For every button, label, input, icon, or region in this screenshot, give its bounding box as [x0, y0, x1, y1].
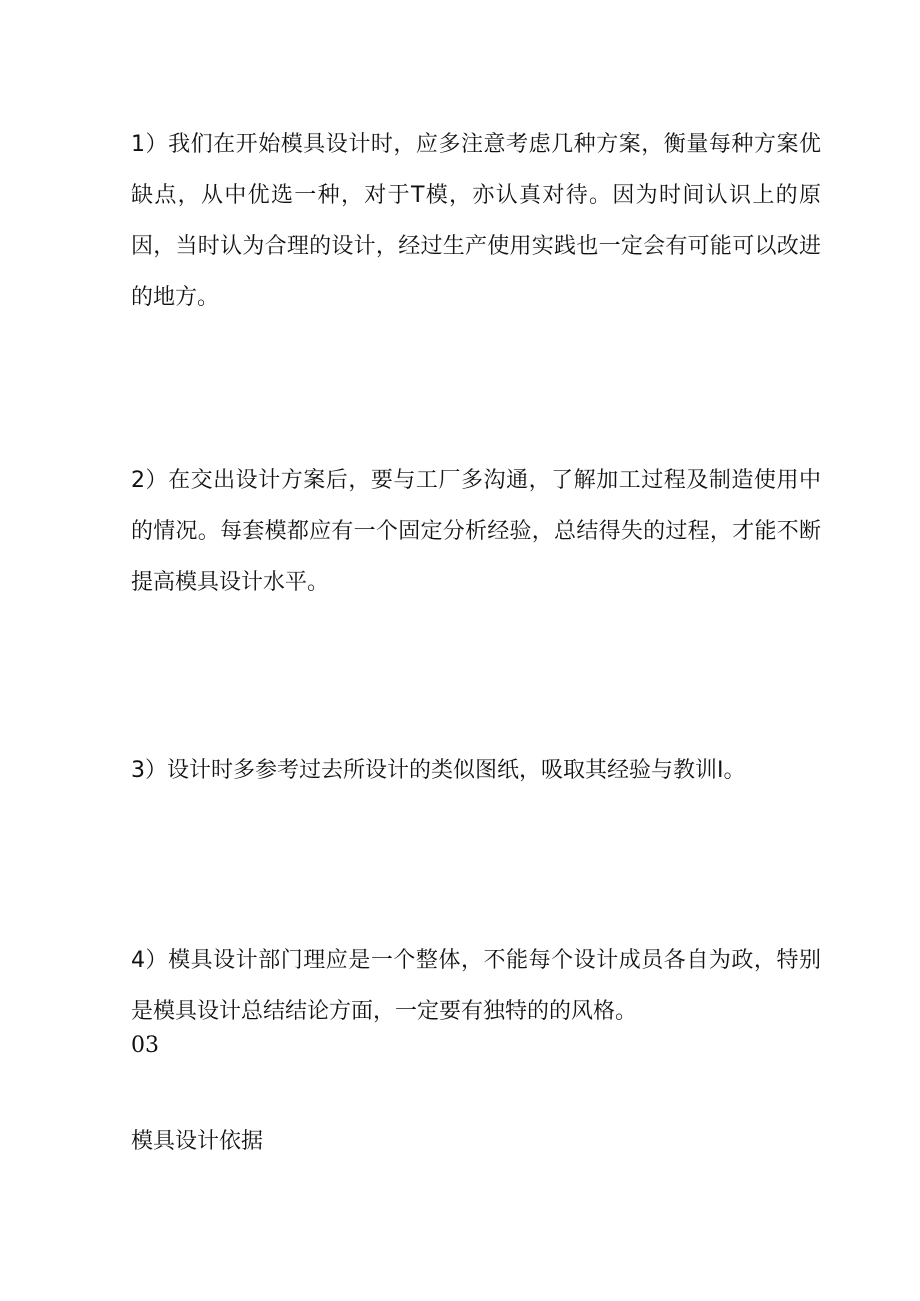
paragraph-4: 4）模具设计部门理应是一个整体，不能每个设计成员各自为政，特别是模具设计总结结论方面，一定要有独特的的风格。 — [131, 948, 821, 1024]
paragraph-2: 2）在交出设计方案后，要与工厂多沟通，了解加工过程及制造使用中的情况。每套模都应有一个固定分析经验，总结得失的过程，才能不断提高模具设计水平。 — [131, 468, 821, 595]
paragraph-1: 1）我们在开始模具设计时，应多注意考虑几种方案，衡量每种方案优缺点，从中优选一种，对于T模，亦认真对待。因为时间认识上的原因，当时认为合理的设计，经过生产使用实践也一定会有可能可以改进的地方。 — [131, 132, 821, 310]
paragraph-3: 3）设计时多参考过去所设计的类似图纸，吸取其经验与教训I。 — [131, 758, 746, 783]
section-number: 03 — [131, 1033, 159, 1058]
section-title: 模具设计依据 — [131, 1129, 264, 1154]
